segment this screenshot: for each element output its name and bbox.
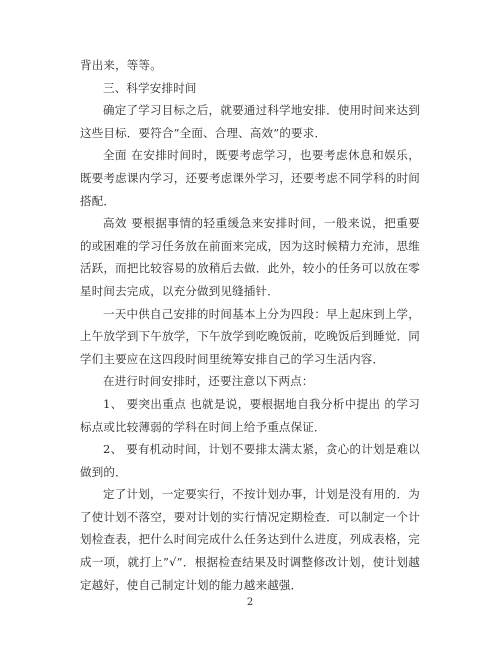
paragraph-5: 一天中供自己安排的时间基本上分为四段：早上起床到上学，上午放学到下午放学，下午放学到吃晚饭前，吃晚饭后到睡觉．同学们主要应在这四段时间里统筹安排自己的学习生活内容． bbox=[80, 306, 420, 366]
paragraph-3: 全面 在安排时间时，既要考虑学习，也要考虑休息和娱乐，既要考虑课内学习，还要考虑课外学习，还要考虑不同学科的时间搭配． bbox=[80, 148, 420, 208]
page-number: 2 bbox=[246, 597, 254, 608]
list-item-2: 2、 要有机动时间，计划不要排太满太紧，贪心的计划是难以做到的． bbox=[80, 442, 420, 479]
paragraph-6: 在进行时间安排时，还要注意以下两点： bbox=[103, 374, 314, 389]
paragraph-4: 高效 要根据事情的轻重缓急来安排时间，一般来说，把重要的或困难的学习任务放在前面来完成，因为这时候精力充沛，思维活跃，而把比较容易的放稍后去做．此外，较小的任务可以放在零星时间去完成，以充分做到见缝插针． bbox=[80, 216, 420, 298]
paragraph-9: 定了计划，一定要实行，不按计划办事，计划是没有用的．为了使计划不落空，要对计划的实行情况定期检查．可以制定一个计划检查表，把什么时间完成什么任务达到什么进度，列成表格，完成一项，就打上”√”．根据检查结果及时调整修改计划，使计划越定越好，使自己制定计划的能力越来越强． bbox=[80, 487, 420, 592]
paragraph-0: 背出来，等等。 bbox=[80, 58, 162, 72]
list-item-1: 1、 要突出重点 也就是说，要根据地自我分析中提出 的学习标点或比较薄弱的学科在时间上给予重点保证． bbox=[80, 396, 420, 434]
section-heading: 三、科学安排时间 bbox=[103, 80, 197, 95]
page-body bbox=[80, 54, 420, 596]
paragraph-2: 确定了学习目标之后，就要通过科学地安排．使用时间来达到这些目标．要符合”全面、合理、高效”的要求． bbox=[80, 103, 420, 140]
